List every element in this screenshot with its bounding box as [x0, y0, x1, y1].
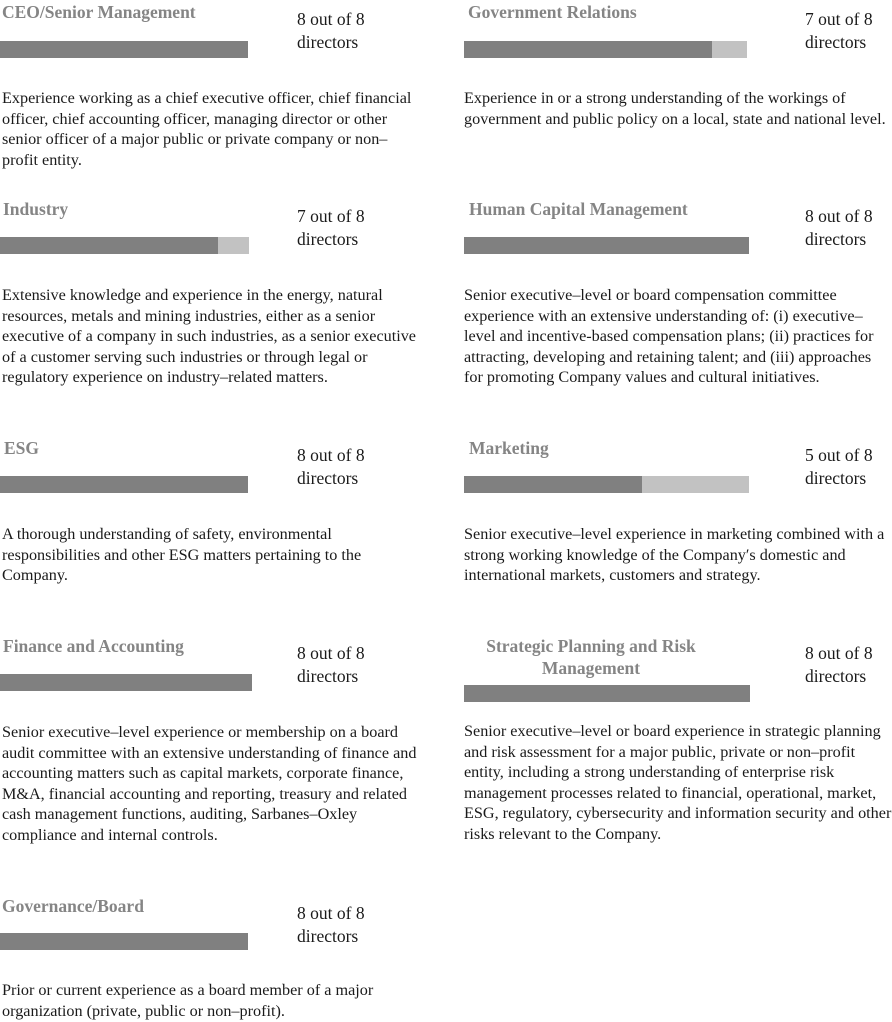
director-count-line2: directors [805, 468, 867, 488]
director-count-line2: directors [297, 229, 359, 249]
skill-bar [464, 41, 747, 58]
skill-bar [0, 41, 248, 58]
director-count-line1: 8 out of 8 [297, 643, 365, 663]
director-count-line2: directors [297, 926, 359, 946]
skill-title: Finance and Accounting [3, 636, 184, 656]
skill-card-ceo-senior-management [0, 0, 430, 175]
director-count-line2: directors [805, 229, 867, 249]
director-count [805, 444, 873, 490]
skill-title: Governance/Board [2, 896, 144, 916]
director-count [297, 205, 365, 251]
director-count [805, 642, 873, 688]
skill-title: ESG [4, 438, 40, 458]
director-count-line1: 8 out of 8 [805, 643, 873, 663]
skill-bar [464, 685, 750, 702]
skill-bar-fill [464, 237, 749, 254]
director-count [297, 642, 365, 688]
skill-bar-fill [0, 41, 248, 58]
skill-card-marketing [463, 436, 892, 611]
director-count-line1: 5 out of 8 [805, 445, 873, 465]
skill-title: Marketing [469, 438, 549, 458]
director-count-line1: 8 out of 8 [805, 206, 873, 226]
skill-description: Experience working as a chief executive officer, chief financial officer, chief accounting officer, managing director or other senior officer of a major public or private company or non–profit entity. [2, 89, 412, 169]
skill-bar [464, 237, 749, 254]
skill-card-esg [0, 436, 430, 596]
skill-card-finance-and-accounting [0, 634, 430, 866]
skill-description: Senior executive–level experience in marketing combined with a strong working knowledge of the Company′s domestic and international markets, customers and strategy. [464, 525, 885, 585]
skill-bar [0, 933, 248, 950]
skill-title-line2: Management [541, 658, 641, 678]
skill-bar-fill [464, 41, 712, 58]
director-count-line2: directors [805, 32, 867, 52]
director-count-line1: 8 out of 8 [297, 9, 365, 29]
director-count [297, 8, 365, 54]
director-count-line2: directors [805, 666, 867, 686]
skill-title: Industry [3, 199, 69, 219]
director-count [805, 8, 873, 54]
skill-description: Senior executive–level or board experience in strategic planning and risk assessment for a major public, private or non–profit entity, including a strong understanding of enterprise risk management processes related to financial, operational, market, ESG, regulatory, cybersecurity and information security and other risks relevant to the Company. [464, 722, 892, 843]
director-count-line1: 8 out of 8 [297, 445, 365, 465]
skill-title: CEO/Senior Management [2, 2, 196, 22]
skill-title: Human Capital Management [469, 199, 688, 219]
skill-bar-fill [464, 685, 750, 702]
skill-bar-fill [0, 237, 218, 254]
director-count-line2: directors [297, 468, 359, 488]
skill-bar-fill [464, 476, 642, 493]
skill-bar [0, 674, 252, 691]
skill-card-government-relations [463, 0, 892, 175]
skill-description: Senior executive–level experience or membership on a board audit committee with an extensive understanding of finance and accounting matters such as capital markets, corporate finance, M&A, financial accounting and reporting, treasury and related cash management functions, auditing, Sarbanes–Oxley compliance and internal controls. [2, 723, 417, 844]
skill-bar [0, 237, 249, 254]
skill-description: A thorough understanding of safety, environmental responsibilities and other ESG matters pertaining to the Company. [2, 525, 362, 585]
skill-bar [464, 476, 749, 493]
director-count [297, 902, 365, 948]
skill-title [468, 635, 714, 679]
director-count [297, 444, 365, 490]
skill-card-human-capital-management [463, 197, 892, 412]
director-count-line2: directors [297, 32, 359, 52]
skill-description: Senior executive–level or board compensation committee experience with an extensive understanding of: (i) executive–level and incentive-based compensation plans; (ii) practices for attracting, developing and retaining talent; and (iii) approaches for promoting Company values and cultural initiatives. [464, 286, 874, 387]
skill-bar-fill [0, 933, 248, 950]
director-count [805, 205, 873, 251]
skill-description: Extensive knowledge and experience in the energy, natural resources, metals and mining industries, either as a senior executive of a company in such industries, as a senior executive of a customer serving such industries or through legal or regulatory experience on industry–related matters. [2, 286, 416, 387]
director-count-line1: 8 out of 8 [297, 903, 365, 923]
skill-card-industry [0, 197, 430, 412]
skill-card-strategic-planning-and-risk-management [463, 634, 892, 866]
skill-bar-fill [0, 476, 248, 493]
skill-description: Prior or current experience as a board member of a major organization (private, public or non–profit). [2, 981, 374, 1020]
skill-title-line1: Strategic Planning and Risk [486, 636, 696, 656]
skill-bar-fill [0, 674, 252, 691]
skill-card-governance-board [0, 894, 430, 1022]
director-count-line2: directors [297, 666, 359, 686]
skill-description: Experience in or a strong understanding of the workings of government and public policy on a local, state and national level. [464, 89, 886, 128]
skill-title: Government Relations [468, 2, 637, 22]
director-count-line1: 7 out of 8 [297, 206, 365, 226]
director-count-line1: 7 out of 8 [805, 9, 873, 29]
skill-bar [0, 476, 248, 493]
